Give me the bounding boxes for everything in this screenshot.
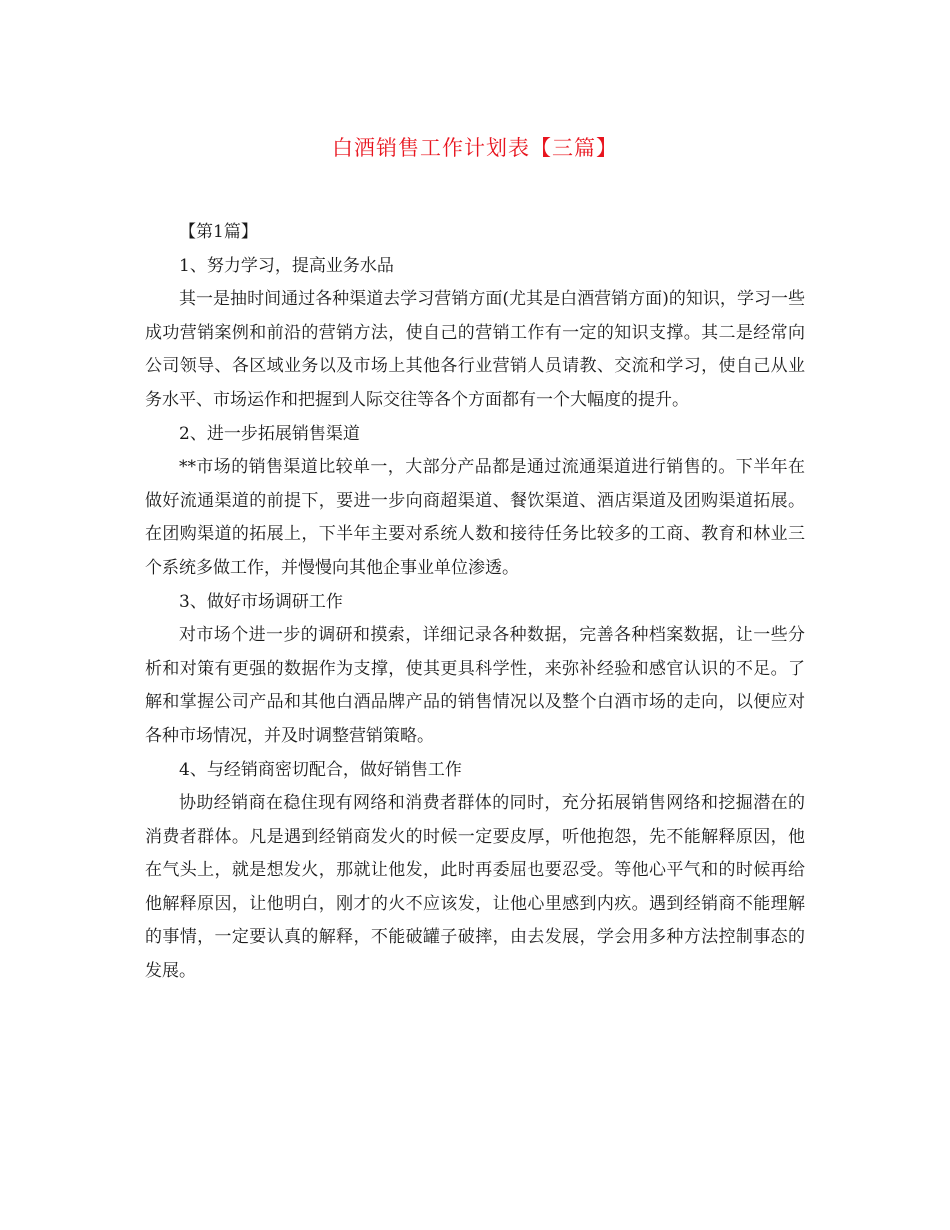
section-heading: 【第1篇】: [179, 222, 258, 242]
subheading-1: 1、努力学习，提高业务水品: [179, 255, 394, 276]
subheading-4: 4、与经销商密切配合，做好销售工作: [179, 759, 462, 780]
paragraph-1: 其一是抽时间通过各种渠道去学习营销方面(尤其是白酒营销方面)的知识，学习一些成功营销案例和前沿的营销方法，使自己的营销工作有一定的知识支撑。其二是经常向公司领导、各区域业务以及市场上其他各行业营销人员请教、交流和学习，使自己从业务水平、市场运作和把握到人际交往等各个方面都有一个大幅度的提升。: [145, 289, 805, 410]
paragraph-2: **市场的销售渠道比较单一，大部分产品都是通过流通渠道进行销售的。下半年在做好流通渠道的前提下，要进一步向商超渠道、餐饮渠道、酒店渠道及团购渠道拓展。在团购渠道的拓展上，下半年主要对系统人数和接待任务比较多的工商、教育和林业三个系统多做工作，并慢慢向其他企事业单位渗透。: [145, 457, 805, 578]
document-body: [145, 216, 805, 989]
subheading-3: 3、做好市场调研工作: [179, 591, 343, 612]
paragraph-3: 对市场个进一步的调研和摸索，详细记录各种数据，完善各种档案数据，让一些分析和对策有更强的数据作为支撑，使其更具科学性，来弥补经验和感官认识的不足。了解和掌握公司产品和其他白酒品牌产品的销售情况以及整个白酒市场的走向，以便应对各种市场情况，并及时调整营销策略。: [145, 625, 805, 746]
subheading-2: 2、进一步拓展销售渠道: [179, 423, 360, 444]
document-title: 白酒销售工作计划表【三篇】: [332, 136, 618, 160]
paragraph-4: 协助经销商在稳住现有网络和消费者群体的同时，充分拓展销售网络和挖掘潜在的消费者群体。凡是遇到经销商发火的时候一定要皮厚，听他抱怨，先不能解释原因，他在气头上，就是想发火，那就让他发，此时再委屈也要忍受。等他心平气和的时候再给他解释原因，让他明白，刚才的火不应该发，让他心里感到内疚。遇到经销商不能理解的事情，一定要认真的解释，不能破罐子破摔，由去发展，学会用多种方法控制事态的发展。: [145, 793, 805, 982]
